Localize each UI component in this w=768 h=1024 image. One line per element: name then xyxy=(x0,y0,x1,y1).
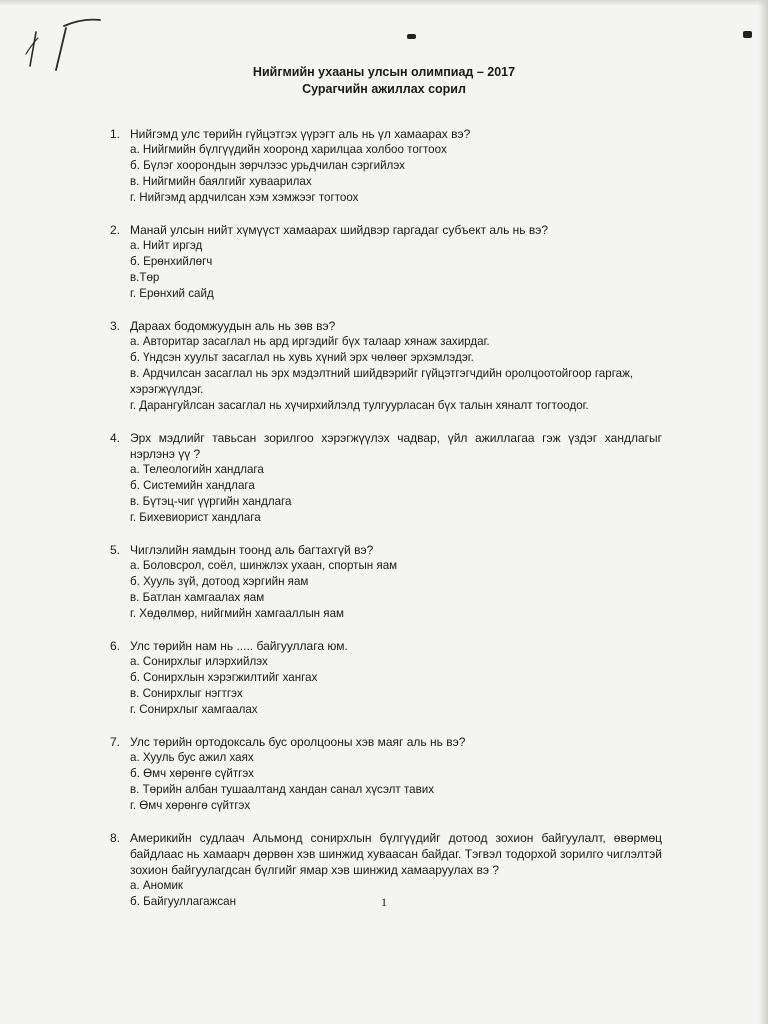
question-text: Улс төрийн нам нь ..... байгууллага юм. xyxy=(130,639,348,653)
question-3 xyxy=(110,318,662,414)
question-text: Чиглэлийн яамдын тоонд аль багтахгүй вэ? xyxy=(130,543,374,557)
scan-punch-mark xyxy=(407,34,416,39)
answer-option: б. Байгууллагажсан xyxy=(130,895,236,908)
answer-option: в. Ардчилсан засаглал нь эрх мэдэлтний шийдвэрийг гүйцэтгэгчдийн оролцоотойгоор гаргаж, хэрэгжүүлдэг. xyxy=(130,367,634,396)
answer-option: б. Бүлэг хоорондын зөрчлээс урьдчилан сэргийлэх xyxy=(130,159,405,172)
answer-option: а. Хууль бус ажил хаях xyxy=(130,751,254,764)
answer-option: а. Сонирхлыг илэрхийлэх xyxy=(130,655,268,668)
question-number: 6. xyxy=(110,639,121,653)
answer-option: в. Нийгмийн баялгийг хуваарилах xyxy=(130,175,312,188)
answer-option: б. Хууль зүй, дотоод хэргийн яам xyxy=(130,575,309,588)
document-header xyxy=(0,64,768,98)
question-7 xyxy=(110,734,662,814)
question-6 xyxy=(110,638,662,718)
question-text: Дараах бодомжуудын аль нь зөв вэ? xyxy=(130,319,336,333)
answer-option: г. Бихевиорист хандлага xyxy=(130,511,261,524)
answer-option: б. Үндсэн хуульт засаглал нь хувь хүний эрх чөлөөг эрхэмлэдэг. xyxy=(130,351,474,364)
answer-option: г. Сонирхлыг хамгаалах xyxy=(130,703,258,716)
question-text: Америкийн судлаач Альмонд сонирхлын бүлгүүдийг дотоод зохион байгуулалт, өвөрмөц байдлаас нь хамаарч дөрвөн хэв шинжид хуваасан байдаг. Тэгвэл тодорхой зорилго чиглэлтэй зохион байгуулагдсан бүлгийг ямар хэв шинжид хамааруулах вэ ? xyxy=(130,831,662,877)
document-subtitle: Сурагчийн ажиллах сорил xyxy=(302,82,466,96)
answer-option: в.Төр xyxy=(130,271,160,284)
answer-option: а. Нийт иргэд xyxy=(130,239,203,252)
answer-option: а. Авторитар засаглал нь ард иргэдийг бүх талаар хянаж захирдаг. xyxy=(130,335,490,348)
answer-option: г. Нийгэмд ардчилсан хэм хэмжээг тогтоох xyxy=(130,191,359,204)
question-4 xyxy=(110,430,662,526)
answer-option: г. Өмч хөрөнгө сүйтгэх xyxy=(130,799,251,812)
question-number: 5. xyxy=(110,543,121,557)
question-number: 2. xyxy=(110,223,121,237)
answer-option: г. Хөдөлмөр, нийгмийн хамгааллын яам xyxy=(130,607,344,620)
answer-option: б. Сонирхлын хэрэгжилтийг хангах xyxy=(130,671,318,684)
question-text: Эрх мэдлийг тавьсан зорилгоо хэрэгжүүлэх чадвар, үйл ажиллагаа гэж үздэг хандлагыг нэрлэнэ үү ? xyxy=(130,431,662,461)
answer-option: а. Нийгмийн бүлгүүдийн хооронд харилцаа холбоо тогтоох xyxy=(130,143,447,156)
question-number: 7. xyxy=(110,735,121,749)
answer-option: б. Ерөнхийлөгч xyxy=(130,255,213,268)
question-2 xyxy=(110,222,662,302)
scan-edge-top xyxy=(0,0,768,6)
question-text: Манай улсын нийт хүмүүст хамаарах шийдвэр гаргадаг субъект аль нь вэ? xyxy=(130,223,549,237)
answer-option: а. Аномик xyxy=(130,879,183,892)
question-text: Улс төрийн ортодоксаль бус оролцооны хэв маяг аль нь вэ? xyxy=(130,735,466,749)
page-number: 1 xyxy=(381,895,387,909)
answer-option: г. Дарангуйлсан засаглал нь хүчирхийлэлд тулгуурласан бүх талын хяналт тогтоодог. xyxy=(130,399,589,412)
answer-option: в. Төрийн албан тушаалтанд хандан санал хүсэлт тавих xyxy=(130,783,435,796)
answer-option: в. Сонирхлыг нэгтгэх xyxy=(130,687,243,700)
question-number: 3. xyxy=(110,319,121,333)
answer-option: б. Системийн хандлага xyxy=(130,479,255,492)
question-number: 1. xyxy=(110,127,121,141)
question-number: 8. xyxy=(110,831,121,845)
answer-option: г. Ерөнхий сайд xyxy=(130,287,214,300)
question-list xyxy=(110,126,662,926)
answer-option: в. Бүтэц-чиг үүргийн хандлага xyxy=(130,495,292,508)
question-1 xyxy=(110,126,662,206)
answer-option: а. Телеологийн хандлага xyxy=(130,463,264,476)
question-5 xyxy=(110,542,662,622)
scan-edge-right xyxy=(758,0,768,1024)
scan-punch-mark xyxy=(743,31,752,38)
question-text: Нийгэмд улс төрийн гүйцэтгэх үүрэгт аль нь үл хамаарах вэ? xyxy=(130,127,471,141)
answer-option: а. Боловсрол, соёл, шинжлэх ухаан, спортын яам xyxy=(130,559,398,572)
answer-option: б. Өмч хөрөнгө сүйтгэх xyxy=(130,767,254,780)
question-number: 4. xyxy=(110,431,121,445)
answer-option: в. Батлан хамгаалах яам xyxy=(130,591,265,604)
document-title: Нийгмийн ухааны улсын олимпиад – 2017 xyxy=(252,65,516,79)
